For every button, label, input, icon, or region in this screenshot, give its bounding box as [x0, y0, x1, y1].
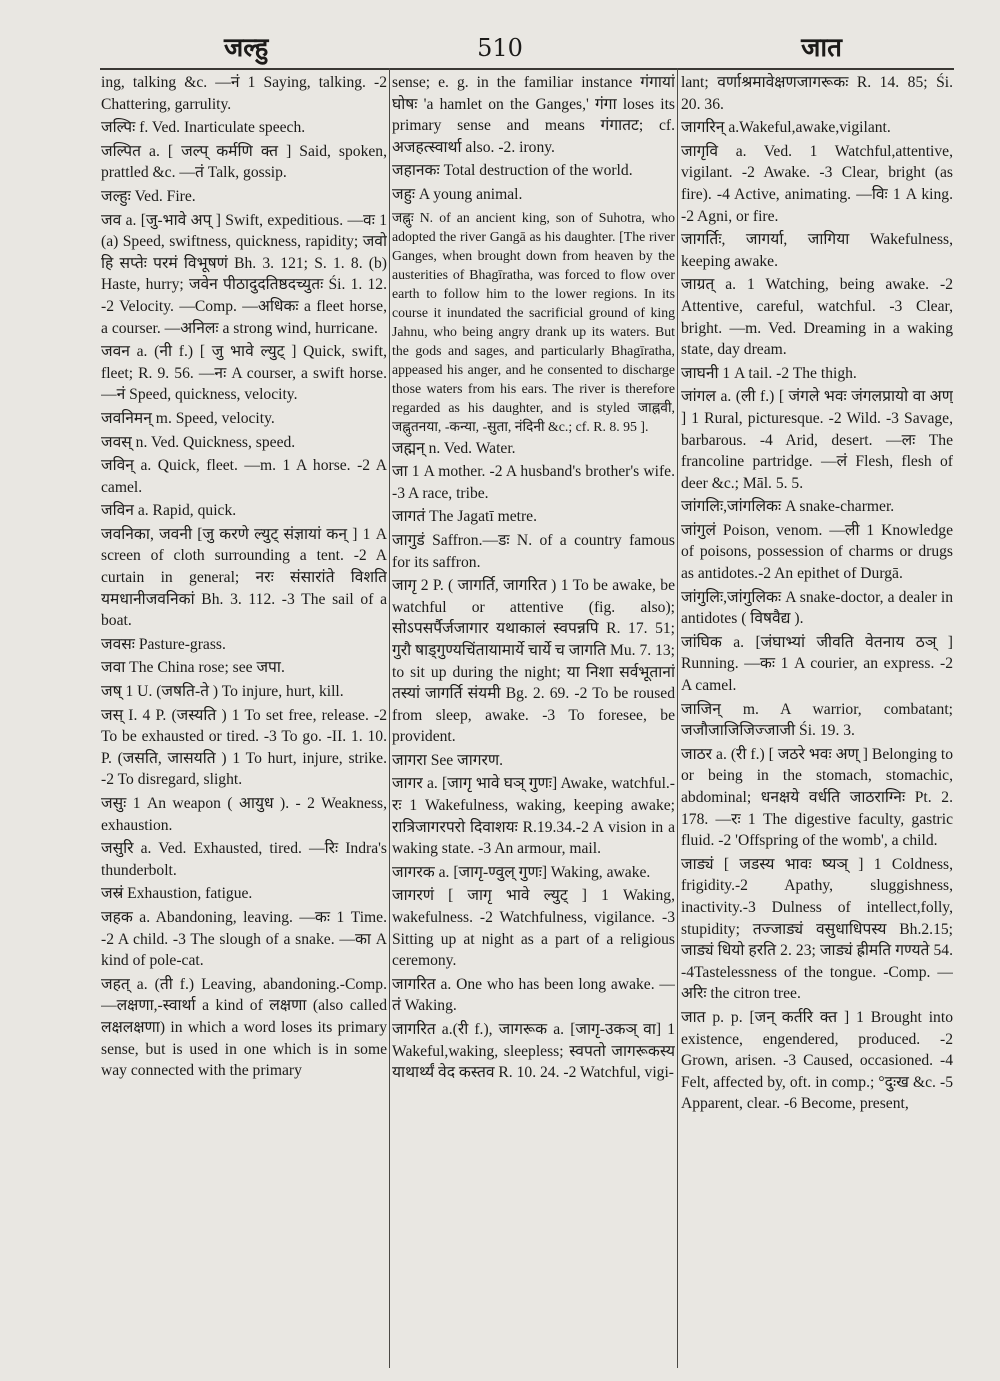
header-right-guide-word: जात [801, 33, 842, 63]
entry: जांगुलं Poison, venom. —ली 1 Knowledge of poisons, possession of charms or drugs as antidotes.-2 An epithet of Durgā. [681, 521, 953, 583]
entry: sense; e. g. in the familiar instance गंगायां घोषः 'a hamlet on the Ganges,' गंगा loses its primary sense and means गंगातट; cf. अजहत्स्वार्था also. -2. irony. [392, 74, 675, 156]
entry: जविन a. Rapid, quick. [101, 502, 237, 520]
entry: जागृ 2 P. ( जागर्ति, जागरित ) 1 To be awake, be watchful or attentive (fig. also); सोऽपसर्पैर्जजागार यथाकालं स्वपन्नपि R. 17. 51; गुरौ षाड्गुण्यचिंतायामार्ये चार्ये च जागति Mu. 7. 13; to sit up during the night; या निशा सर्वभूतानां तस्यां जागर्ति संयमी Bg. 2. 69. -2 To be roused from sleep, awake. -3 To foresee, be provident. [392, 577, 675, 746]
header-left-guide-word: जल्हु [224, 33, 269, 63]
entry: जहानकः Total destruction of the world. [392, 162, 633, 180]
entry: जव a. [जु-भावे अप् ] Swift, expeditious. —वः 1 (a) Speed, swiftness, quickness, rapidity; जवो हि सप्तेः परमं विभूषणं Bh. 3. 121; S. 1. 8. (b) Haste, hurry; जवेन पीठादुदतिष्ठदच्युतः Śi. 1. 12. -2 Velocity. —Comp. —अधिकः a fleet horse, a courser. —अनिलः a strong wind, hurricane. [101, 211, 387, 337]
header-rule [100, 68, 954, 70]
entry: जांगल a. (ली f.) [ जंगले भवः जंगलप्रायो वा अण् ] 1 Rural, picturesque. -2 Wild. -3 Savage, barbarous. -4 Arid, desert. —लः The francoline partridge. —लं Flesh, flesh of deer &c.; Māl. 5. 5. [681, 388, 953, 492]
entry: जागतं The Jagatī metre. [392, 508, 537, 526]
entry: जल्पिः f. Ved. Inarticulate speech. [101, 119, 306, 137]
entry: जविन् a. Quick, fleet. —m. 1 A horse. -2 A camel. [101, 457, 387, 496]
column-2 [392, 72, 675, 1362]
entry: जहुः A young animal. [392, 185, 523, 203]
entry: जागुडं Saffron.—डः N. of a country famous for its saffron. [392, 531, 675, 571]
entry: जवन a. (नी f.) [ जु भावे ल्युट् ] Quick, swift, fleet; R. 9. 56. —नः A courser, a swift horse. —नं Speed, quickness, velocity. [101, 343, 387, 404]
entry: जाघनी 1 A tail. -2 The thigh. [681, 364, 857, 382]
entry: जाग्रत् a. 1 Watching, being awake. -2 Attentive, careful, watchful. -3 Clear, bright. —m. Ved. Dreaming in a waking state, day dream. [681, 276, 953, 359]
entry: जाठर a. (री f.) [ जठरे भवः अण् ] Belonging to or being in the stomach, stomachic, abdominal; धनक्षये वर्धति जाठराग्निः Pt. 2. 178. —रः 1 The digestive faculty, gastric fluid. -2 'Offspring of the womb', a child. [681, 745, 953, 850]
entry: जागरक a. [जागृ-ण्वुल् गुणः] Waking, awake. [392, 863, 651, 881]
entry: जल्हुः Ved. Fire. [101, 187, 196, 205]
entry: lant; वर्णाश्रमावेक्षणजागरूकः R. 14. 85; Śi. 20. 36. [681, 74, 953, 113]
entry: जवस् n. Ved. Quickness, speed. [101, 433, 296, 451]
entry: जवनिका, जवनी [जु करणे ल्युट् संज्ञायां कन् ] 1 A screen of cloth surrounding a tent. -2 A curtain in general; नरः संसारांते विशति यमधानीजवनिकां Bh. 3. 112. -3 The sail of a boat. [101, 525, 387, 630]
entry: ing, talking &c. —नं 1 Saying, talking. -2 Chattering, garrulity. [101, 74, 387, 113]
entry: जागृवि a. Ved. 1 Watchful,attentive, vigilant. -2 Awake. -3 Clear, bright (as fire). -4 Active, animating. —विः 1 A king. -2 Agni, or fire. [681, 142, 953, 225]
entry: जात p. p. [जन् कर्तरि क्त ] 1 Brought into existence, engendered, produced. -2 Grown, arisen. -3 Caused, occasioned. -4 Felt, affected by, oft. in comp.; °दुःख &c. -5 Apparent, clear. -6 Become, present, [681, 1008, 953, 1113]
column-1 [101, 72, 387, 1362]
entry: जागरा See जागरण. [392, 751, 504, 769]
entry: जागरित a. One who has been long awake. —तं Waking. [392, 975, 675, 1015]
entry: जागरित a.(री f.), जागरूक a. [जागृ-उकञ् वा] 1 Wakeful,waking, sleepless; स्वपतो जागरूकस्य याथार्थ्यं वेद कस्तव R. 10. 24. -2 Watchful, vigi- [392, 1021, 675, 1082]
entry: जांगुलिः,जांगुलिकः A snake-doctor, a dealer in antidotes ( विषवैद्य ). [681, 588, 953, 628]
column-3 [681, 72, 953, 1362]
entry: जहत् a. (ती f.) Leaving, abandoning.-Comp. —लक्षणा,-स्वार्था a kind of लक्षणा (also called लक्षलक्षणा) in which a word loses its primary sense, but is used in one which is in some way connected with the primary [101, 975, 387, 1080]
entry: जस् I. 4 P. (जस्यति ) 1 To set free, release. -2 To be exhausted or tired. -3 To go. -II. 1. 10. P. (जसति, जासयति ) 1 To hurt, injure, strike. -2 To disregard, slight. [101, 706, 387, 789]
entry: जाड्यं [ जडस्य भावः ष्यञ् ] 1 Coldness, frigidity.-2 Apathy, sluggishness, inactivity.-3 Dulness of intellect,folly, stupidity; तज्जाड्यं वसुधाधिपस्य Bh.2.15; जाड्यं धियो हरति 2. 23; जाड्यं ह्रीमति गण्यते 54. -4Tastelessness of the tongue. -Comp. —अरिः the citron tree. [681, 855, 953, 1003]
entry: जाजिन् m. A warrior, combatant; जजौजाजिजिज्जाजी Śi. 19. 3. [681, 700, 953, 740]
entry: जह्मन् n. Ved. Water. [392, 439, 516, 457]
column-divider [677, 68, 678, 1368]
entry: जागरिन् a.Wakeful,awake,vigilant. [681, 119, 891, 137]
entry: जांघिक a. [जंघाभ्यां जीवति वेतनाय ठञ् ] Running. —कः 1 A courier, an express. -2 A camel. [681, 633, 953, 695]
entry: जांगलिः,जांगलिकः A snake-charmer. [681, 498, 895, 516]
entry: जसुरि a. Ved. Exhausted, tired. —रिः Indra's thunderbolt. [101, 840, 387, 879]
entry: जा 1 A mother. -2 A husband's brother's wife. -3 A race, tribe. [392, 463, 675, 502]
column-divider [389, 68, 390, 1368]
entry: जवा The China rose; see जपा. [101, 659, 285, 677]
entry: जागर a. [जागृ भावे घञ् गुणः] Awake, watchful.-रः 1 Wakefulness, waking, keeping awake; रात्रिजागरपरो दिवाशयः R.19.34.-2 A vision in a waking state. -3 An armour, mail. [392, 775, 675, 858]
page-number: 510 [477, 34, 523, 62]
entry: जसुः 1 An weapon ( आयुध ). - 2 Weakness, exhaustion. [101, 795, 387, 834]
entry: जल्पित a. [ जल्प् कर्मणि क्त ] Said, spoken, prattled &c. —तं Talk, gossip. [101, 142, 387, 182]
entry: जागरणं [ जागृ भावे ल्युट् ] 1 Waking, wakefulness. -2 Watchfulness, vigilance. -3 Sitting up at night as a part of a religious ceremony. [392, 887, 675, 970]
entry: जह्नुः N. of an ancient king, son of Suhotra, who adopted the river Gangā as his daughter. [The river Ganges, when brought down from heaven by the austerities of Bhagīratha, was forced to flow over earth to follow him to the lower regions. In its course it inundated the sacrificial ground of king Jahnu, who being angry drank up its waters. But the gods and sages, and particularly Bhagīratha, appeased his anger, and he consented to discharge those waters from his ears. The river is therefore regarded as his daughter, and is styled जाह्नवी, जह्नुतनया, -कन्या, -सुता, नंदिनी &c.; cf. R. 8. 95 ]. [392, 209, 675, 434]
entry: जस्रं Exhaustion, fatigue. [101, 885, 253, 903]
entry: जहक a. Abandoning, leaving. —कः 1 Time. -2 A child. -3 The slough of a snake. —का A kind of pole-cat. [101, 908, 387, 970]
entry: जष् 1 U. (जषति-ते ) To injure, hurt, kill. [101, 683, 344, 701]
entry: जागर्तिः, जागर्या, जागिया Wakefulness, keeping awake. [681, 231, 953, 270]
entry: जवसः Pasture-grass. [101, 635, 226, 653]
entry: जवनिमन् m. Speed, velocity. [101, 409, 275, 427]
